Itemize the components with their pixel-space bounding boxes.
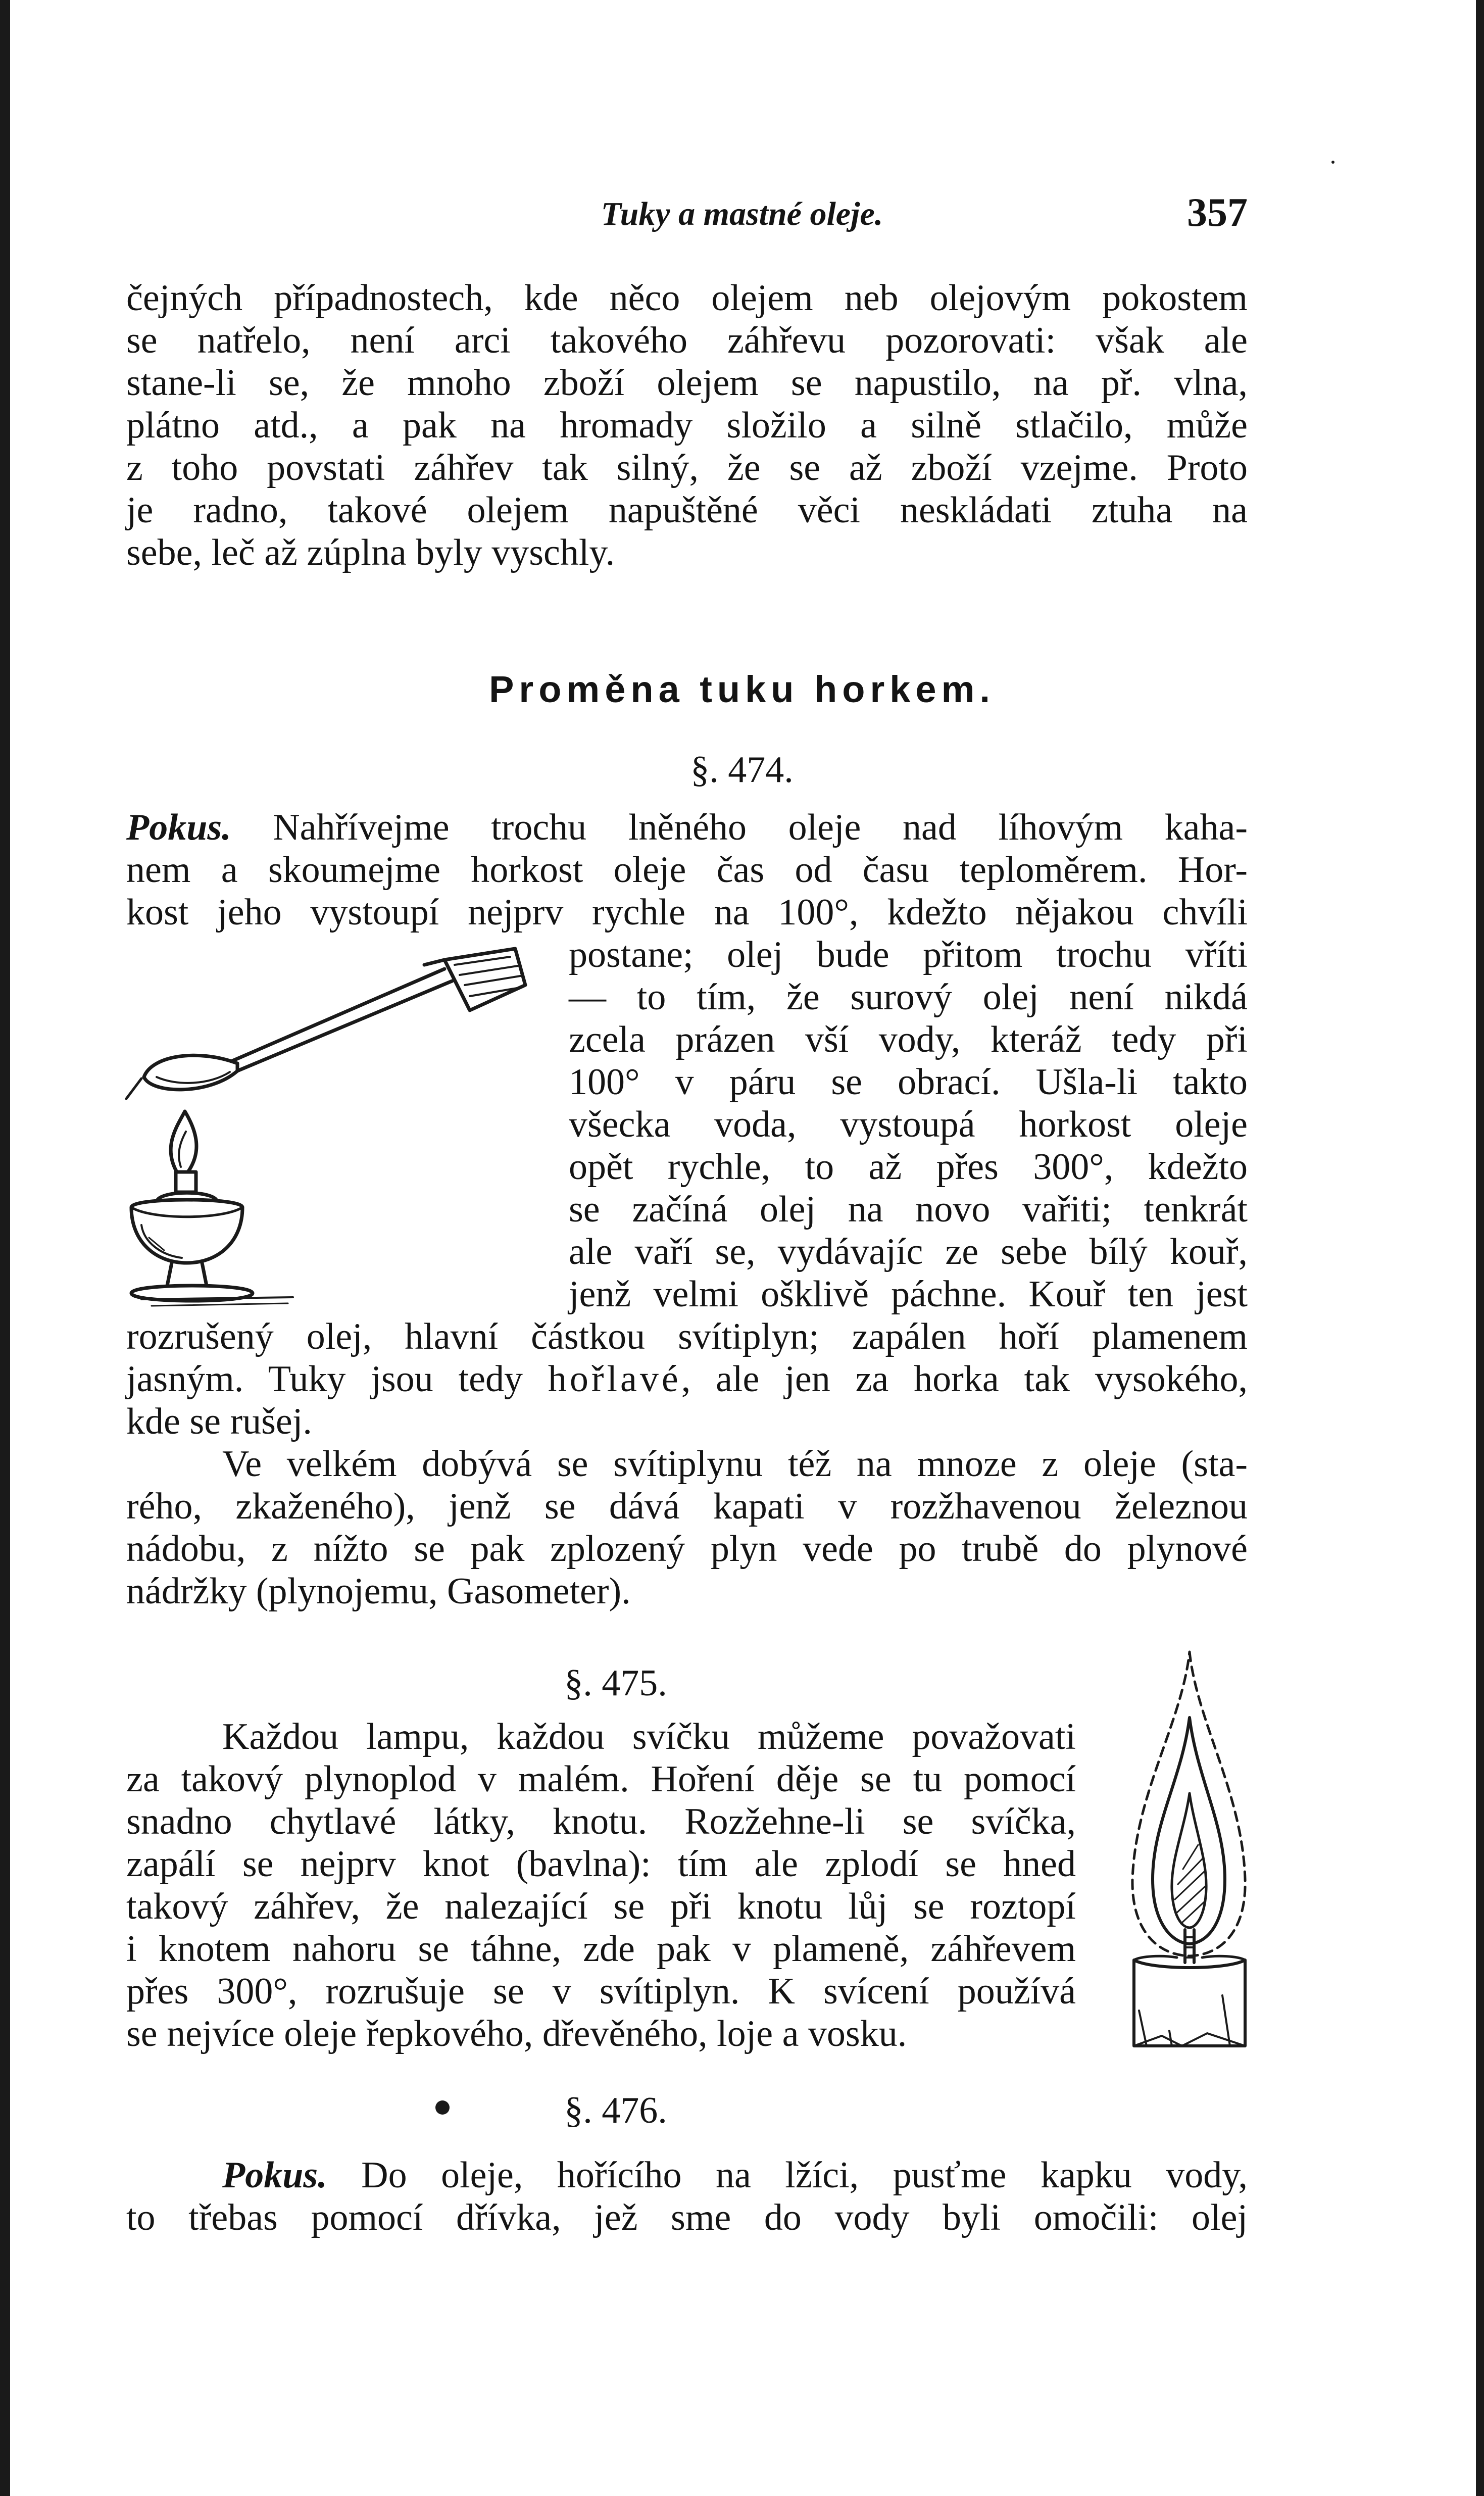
- text-run: Do oleje, hořícího na lžíci, pusťme kapku vody,: [327, 2155, 1248, 2196]
- text-line: je radno, takové olejem napuštěné věci neskládati ztuha na: [126, 490, 1248, 531]
- text-line: stane-li se, že mnoho zboží olejem se napustilo, na př. vlna,: [126, 362, 1248, 404]
- text-line: čejných případnostech, kde něco olejem neb olejovým pokostem: [126, 277, 1248, 319]
- text-line: nem a skoumejme horkost oleje čas od času teploměrem. Hor-: [126, 849, 1248, 891]
- page-number: 357: [1187, 190, 1248, 235]
- running-title: Tuky a mastné oleje.: [601, 195, 883, 232]
- text-line: nádržky (plynojemu, Gasometer).: [126, 1571, 631, 1612]
- text-run: Nahřívejme trochu lněného oleje nad líhovým kaha-: [231, 807, 1248, 848]
- scan-edge-right: [1476, 0, 1484, 2496]
- emphasis-word: hořlavé: [548, 1358, 681, 1400]
- section-heading: Proměna tuku horkem.: [489, 668, 995, 710]
- text-line: i knotem nahoru se táhne, zde pak v plameně, záhřevem: [126, 1928, 1076, 1970]
- text-line: nádobu, z nížto se pak zplozený plyn vede po trubě do plynové: [126, 1528, 1248, 1570]
- text-line: všecka voda, vystoupá horkost oleje: [569, 1104, 1248, 1145]
- text-line: sebe, leč až zúplna byly vyschly.: [126, 532, 615, 573]
- text-line: přes 300°, rozrušuje se v svítiplyn. K svícení používá: [126, 1971, 1076, 2012]
- paragraph-gas-production: [126, 1443, 1248, 1612]
- text-line: zcela prázen vší vody, kteráž tedy při: [569, 1019, 1248, 1060]
- text-run: jasným. Tuky jsou tedy: [126, 1358, 548, 1400]
- scan-speck: [1331, 161, 1334, 164]
- paragraph-475: [126, 1716, 1076, 2055]
- text-line: [126, 1358, 1248, 1400]
- text-line: z toho povstati záhřev tak silný, že se až zboží vzejme. Proto: [126, 447, 1248, 488]
- text-line: kde se rušej.: [126, 1401, 312, 1442]
- text-line: 100° v páru se obrací. Ušla-li takto: [569, 1061, 1248, 1103]
- paragraph-474-intro: [126, 806, 1248, 934]
- text-line: se začíná olej na novo vařiti; tenkrát: [569, 1189, 1248, 1230]
- text-line: jenž velmi ošklivě páchne. Kouř ten jest: [569, 1274, 1248, 1315]
- text-line: Každou lampu, každou svíčku můžeme považovati: [222, 1716, 1076, 1757]
- text-line: ale vaří se, vydávajíc ze sebe bílý kouř,: [569, 1231, 1248, 1273]
- text-line: — to tím, že surový olej není nikdá: [569, 976, 1248, 1018]
- paragraph-474-continued: [126, 1315, 1248, 1443]
- section-number-474: §. 474.: [690, 749, 794, 791]
- paragraph-476: [126, 2154, 1248, 2239]
- text-line: Ve velkém dobývá se svítiplynu též na mnoze z oleje (sta-: [222, 1443, 1248, 1485]
- text-line: opět rychle, to až přes 300°, kdežto: [569, 1146, 1248, 1188]
- text-line: rozrušený olej, hlavní částkou svítiplyn; zapálen hoří plamenem: [126, 1316, 1248, 1357]
- section-number-476: §. 476.: [564, 2090, 667, 2131]
- candle-illustration: [1121, 1647, 1253, 2051]
- spoon-lamp-illustration: [121, 935, 566, 1313]
- text-line: postane; olej bude přitom trochu vříti: [569, 934, 1248, 975]
- text-line: zapálí se nejprv knot (bavlna): tím ale zplodí se hned: [126, 1843, 1076, 1885]
- lead-word: Pokus.: [126, 807, 231, 848]
- text-line: [126, 2154, 1248, 2196]
- text-line: [126, 806, 1248, 849]
- text-line: snadno chytlavé látky, knotu. Rozžehne-li se svíčka,: [126, 1801, 1076, 1842]
- lead-word: Pokus.: [222, 2155, 327, 2196]
- text-line: se natřelo, není arci takového záhřevu pozorovati: však ale: [126, 320, 1248, 361]
- intro-paragraph: [126, 277, 1248, 574]
- paragraph-474-wrapped: [569, 934, 1248, 1315]
- text-run: , ale jen za horka tak vysokého,: [681, 1358, 1248, 1400]
- text-line: za takový plynoplod v malém. Hoření děje se tu pomocí: [126, 1758, 1076, 1800]
- text-line: to třebas pomocí dřívka, jež sme do vody byli omočili: olej: [126, 2197, 1248, 2238]
- text-line: rého, zkaženého), jenž se dává kapati v rozžhavenou železnou: [126, 1486, 1248, 1527]
- text-line: se nejvíce oleje řepkového, dřevěného, loje a vosku.: [126, 2013, 907, 2054]
- text-line: kost jeho vystoupí nejprv rychle na 100°, kdežto nějakou chvíli: [126, 892, 1248, 933]
- section-number-475: §. 475.: [564, 1662, 667, 1704]
- text-line: plátno atd., a pak na hromady složilo a silně stlačilo, může: [126, 405, 1248, 446]
- text-line: takový záhřev, že nalezající se při knotu lůj se roztopí: [126, 1886, 1076, 1927]
